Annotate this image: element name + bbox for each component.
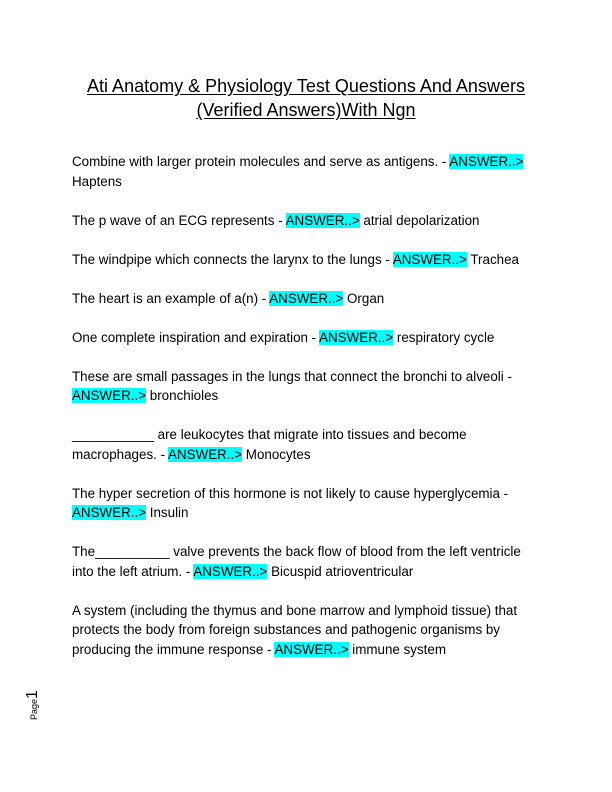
answer-marker: ANSWER..> <box>319 329 394 345</box>
question-text: The windpipe which connects the larynx to the lungs - <box>72 251 393 267</box>
qa-item-10 <box>72 601 542 660</box>
answer-text: Insulin <box>146 505 189 520</box>
page-number: 1 <box>24 690 41 699</box>
answer-marker: ANSWER..> <box>392 251 467 267</box>
answer-marker: ANSWER..> <box>285 212 360 228</box>
answer-text: atrial depolarization <box>359 212 480 228</box>
answer-marker: ANSWER..> <box>193 563 268 579</box>
answer-marker: ANSWER..> <box>72 505 147 520</box>
qa-item-2 <box>72 211 542 231</box>
qa-item-5 <box>72 328 542 348</box>
answer-text: Organ <box>343 290 385 306</box>
answer-text: Haptens <box>72 173 122 189</box>
answer-text: Trachea <box>466 251 519 267</box>
answer-text: Monocytes <box>242 446 311 462</box>
question-text: A system (including the thymus and bone marrow and lymphoid tissue) that protects the body from foreign substances and pathogenic organisms by producing the immune response - <box>72 602 518 657</box>
question-text: ___________ are leukocytes that migrate into tissues and become macrophages. - <box>72 427 467 462</box>
answer-text: respiratory cycle <box>393 329 495 345</box>
qa-item-9 <box>72 542 542 581</box>
qa-item-7 <box>72 425 542 464</box>
question-text: The hyper secretion of this hormone is not likely to cause hyperglycemia - <box>72 485 509 501</box>
answer-marker: ANSWER..> <box>274 641 349 657</box>
title-line-1: Ati Anatomy & Physiology Test Questions And Answers <box>87 76 525 96</box>
title-line-2: (Verified Answers)With Ngn <box>196 100 416 120</box>
answer-text: immune system <box>348 641 446 657</box>
qa-list <box>72 152 542 679</box>
page-number-footer <box>24 690 54 730</box>
answer-marker: ANSWER..> <box>449 154 524 169</box>
page-label: Page <box>29 698 39 720</box>
question-text: The p wave of an ECG represents - <box>72 212 286 228</box>
document-title <box>60 74 552 122</box>
question-text: Combine with larger protein molecules and serve as antigens. - <box>72 154 450 169</box>
question-text: These are small passages in the lungs that connect the bronchi to alveoli - <box>72 368 512 384</box>
question-text: The heart is an example of a(n) - <box>72 290 270 306</box>
qa-item-4 <box>72 289 542 309</box>
answer-marker: ANSWER..> <box>269 290 344 306</box>
qa-item-8 <box>72 484 542 523</box>
answer-marker: ANSWER..> <box>168 446 243 462</box>
qa-item-3 <box>72 250 542 270</box>
qa-item-1 <box>72 152 542 191</box>
answer-text: bronchioles <box>146 388 219 403</box>
question-text: The__________ valve prevents the back flow of blood from the left ventricle into the left atrium. - <box>72 544 521 579</box>
question-text: One complete inspiration and expiration - <box>72 329 320 345</box>
answer-text: Bicuspid atrioventricular <box>267 563 414 579</box>
qa-item-6 <box>72 367 542 406</box>
answer-marker: ANSWER..> <box>72 388 147 403</box>
